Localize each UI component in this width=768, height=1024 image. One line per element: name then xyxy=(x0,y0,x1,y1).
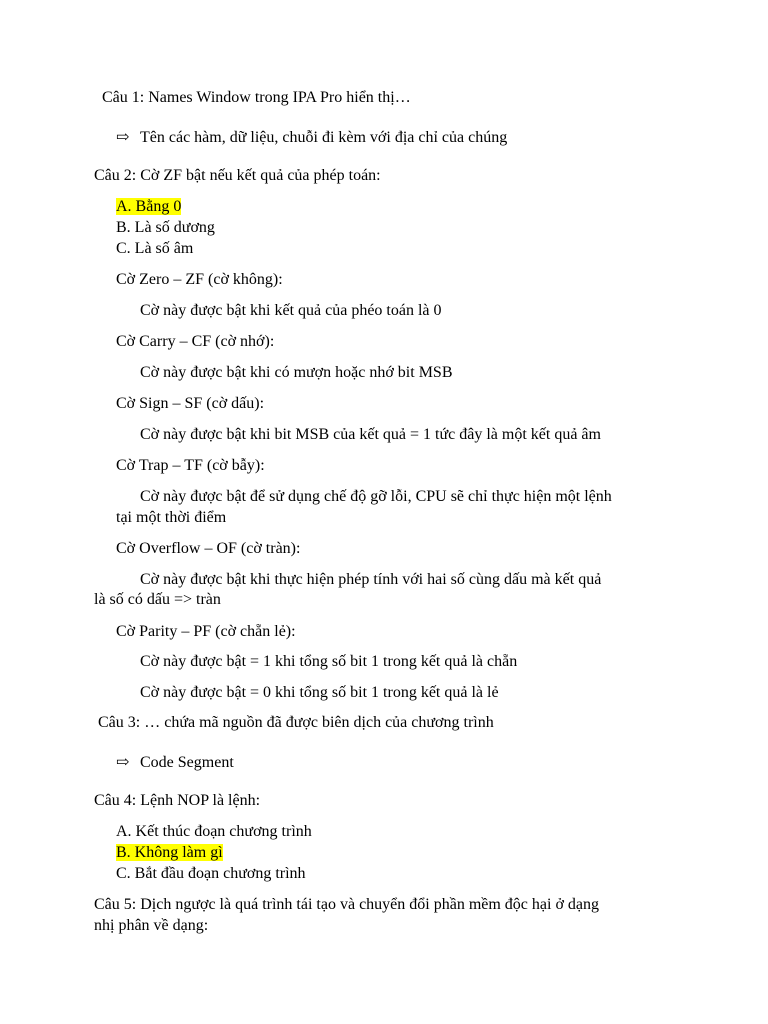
flag-parity-desc-line-2: Cờ này được bật = 0 khi tổng số bit 1 trong kết quả là lẻ xyxy=(140,684,499,701)
flag-parity-title: Cờ Parity – PF (cờ chẵn lẻ): xyxy=(116,623,296,640)
flag-trap-title: Cờ Trap – TF (cờ bẫy): xyxy=(116,457,265,474)
flag-sign-desc: Cờ này được bật khi bit MSB của kết quả = 1 tức đây là một kết quả âm xyxy=(140,426,601,443)
flag-zero-title: Cờ Zero – ZF (cờ không): xyxy=(116,271,283,288)
flag-sign-title: Cờ Sign – SF (cờ dấu): xyxy=(116,395,265,412)
question-5-text-line-2: nhị phân về dạng: xyxy=(94,917,209,934)
answer-3-text: Code Segment xyxy=(140,754,234,771)
question-5-text-line-1: Câu 5: Dịch ngược là quá trình tái tạo và chuyển đổi phần mềm độc hại ở dạng xyxy=(94,896,600,913)
flag-overflow-desc-line-1: Cờ này được bật khi thực hiện phép tính với hai số cùng dấu mà kết quả xyxy=(140,571,602,588)
flag-parity-desc-line-1: Cờ này được bật = 1 khi tổng số bit 1 trong kết quả là chẵn xyxy=(140,653,518,670)
answer-1 xyxy=(116,128,507,148)
question-1-text: Câu 1: Names Window trong IPA Pro hiển thị… xyxy=(102,89,411,106)
answer-3 xyxy=(116,753,234,773)
highlighted-answer: A. Bằng 0 xyxy=(116,198,182,215)
flag-trap-desc-line-2: tại một thời điểm xyxy=(116,509,227,526)
question-2-option-b: B. Là số dương xyxy=(116,219,215,236)
flag-zero-desc: Cờ này được bật khi kết quả của phéo toán là 0 xyxy=(140,302,442,319)
highlighted-answer: B. Không làm gì xyxy=(116,844,223,861)
question-4-text: Câu 4: Lệnh NOP là lệnh: xyxy=(94,792,261,809)
question-2-option-a xyxy=(116,197,181,217)
flag-overflow-desc-line-2: là số có dấu => tràn xyxy=(94,591,221,608)
flag-carry-desc: Cờ này được bật khi có mượn hoặc nhớ bit MSB xyxy=(140,364,453,381)
question-3-text: Câu 3: … chứa mã nguồn đã được biên dịch của chương trình xyxy=(98,714,494,731)
flag-overflow-title: Cờ Overflow – OF (cờ tràn): xyxy=(116,540,301,557)
question-4-option-b xyxy=(116,843,223,863)
arrow-icon: ⇨ xyxy=(116,754,130,771)
question-2-option-c: C. Là số âm xyxy=(116,240,194,257)
flag-trap-desc-line-1: Cờ này được bật để sử dụng chế độ gỡ lỗi, CPU sẽ chỉ thực hiện một lệnh xyxy=(140,488,612,505)
flag-carry-title: Cờ Carry – CF (cờ nhớ): xyxy=(116,333,275,350)
question-4-option-c: C. Bắt đầu đoạn chương trình xyxy=(116,865,306,882)
question-2-text: Câu 2: Cờ ZF bật nếu kết quả của phép toán: xyxy=(94,167,381,184)
question-4-option-a: A. Kết thúc đoạn chương trình xyxy=(116,823,312,840)
arrow-icon: ⇨ xyxy=(116,129,130,146)
answer-1-text: Tên các hàm, dữ liệu, chuỗi đi kèm với địa chỉ của chúng xyxy=(140,129,508,146)
